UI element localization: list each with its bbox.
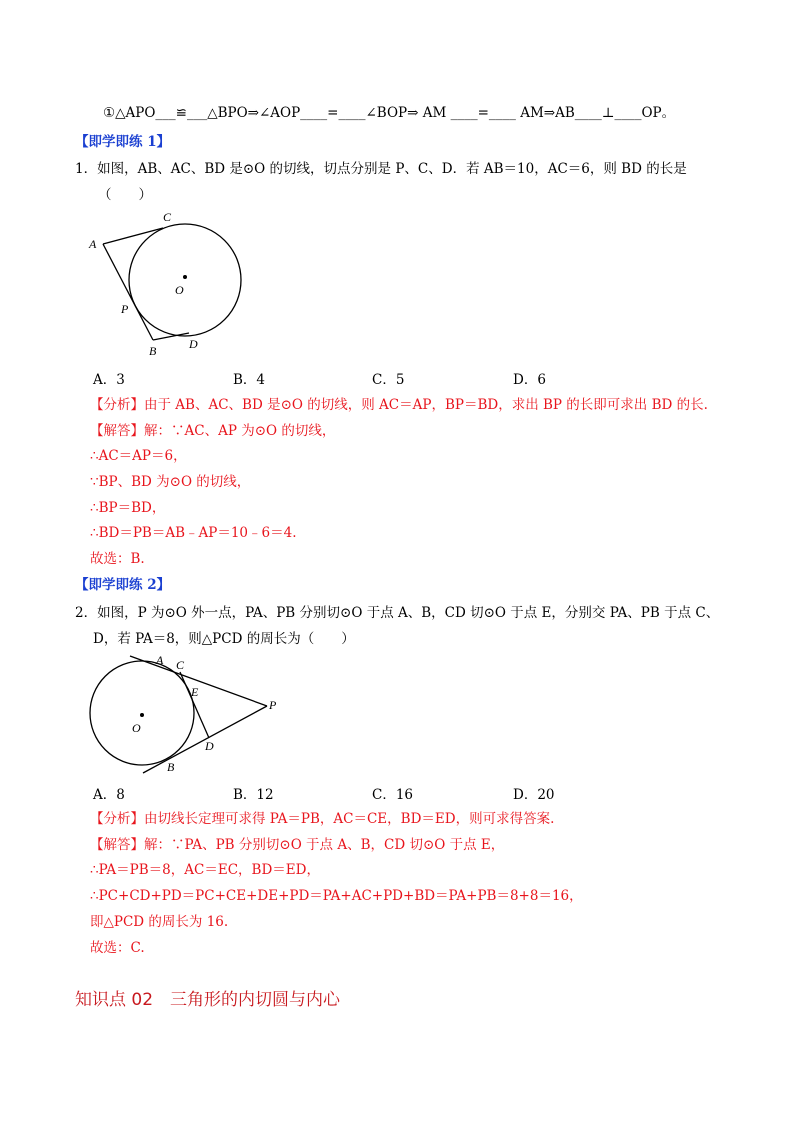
- q1-figure: [85, 205, 260, 355]
- q1-text-line1: 1．如图，AB、AC、BD 是⊙O 的切线，切点分别是 P、C、D．若 AB＝10，AC＝6，则 BD 的长是: [75, 161, 687, 177]
- q1-solution-6: 故选：B.: [90, 551, 145, 567]
- q2-label-D: D: [205, 739, 214, 753]
- q1-label-O: O: [175, 283, 184, 297]
- q1-label-C: C: [163, 210, 172, 224]
- q2-segment-CD: [180, 672, 209, 738]
- q2-analysis: 【分析】由切线长定理可求得 PA＝PB，AC＝CE，BD＝ED，则可求得答案.: [90, 811, 555, 827]
- q1-center-dot: [183, 275, 187, 279]
- q2-option-c: C．16: [372, 787, 414, 803]
- q2-option-a: A．8: [93, 787, 125, 803]
- q2-tangent-PA: [130, 656, 267, 706]
- q2-text-line1: 2．如图，P 为⊙O 外一点，PA、PB 分别切⊙O 于点 A、B，CD 切⊙O 于点 E，分别交 PA、PB 于点 C、: [75, 605, 720, 621]
- intro-line: ①△APO___≌___△BPO⇒∠AOP____=____∠BOP⇒ AM ____=____ AM⇒AB____⊥____OP。: [103, 105, 676, 121]
- q1-label-A: A: [89, 237, 97, 251]
- practice-heading-2: 【即学即练 2】: [75, 577, 171, 593]
- q2-solution-2: ∴PA＝PB＝8，AC＝EC，BD＝ED，: [90, 862, 320, 878]
- q2-center-dot: [140, 713, 144, 717]
- q1-segment-AC: [103, 228, 163, 244]
- q2-text-line2: D，若 PA＝8，则△PCD 的周长为（ ）: [93, 631, 355, 647]
- q2-option-d: D．20: [513, 787, 555, 803]
- q2-solution-1: 【解答】解：∵PA、PB 分别切⊙O 于点 A、B，CD 切⊙O 于点 E，: [90, 837, 505, 853]
- q2-solution-5: 故选：C.: [90, 940, 145, 956]
- q2-solution-3: ∴PC+CD+PD＝PC+CE+DE+PD＝PA+AC+PD+BD＝PA+PB＝8+8＝16，: [90, 888, 583, 904]
- q1-analysis: 【分析】由于 AB、AC、BD 是⊙O 的切线，则 AC＝AP，BP＝BD，求出 BP 的长即可求出 BD 的长.: [90, 397, 708, 413]
- q2-label-E: E: [191, 685, 199, 699]
- q2-label-P: P: [269, 698, 277, 712]
- practice-heading-1: 【即学即练 1】: [75, 134, 171, 150]
- q2-solution-4: 即△PCD 的周长为 16.: [90, 914, 229, 930]
- q2-option-b: B．12: [233, 787, 274, 803]
- q1-label-P: P: [121, 302, 129, 316]
- q1-option-b: B．4: [233, 372, 266, 388]
- q1-solution-4: ∴BP＝BD，: [90, 500, 166, 516]
- q1-segment-AB: [103, 244, 153, 340]
- q1-label-B: B: [149, 344, 157, 355]
- q1-solution-3: ∵BP、BD 为⊙O 的切线，: [90, 474, 251, 490]
- q2-label-O: O: [132, 721, 141, 735]
- q2-label-C: C: [176, 658, 185, 672]
- q1-label-D: D: [189, 337, 198, 351]
- section-heading: 知识点 02 三角形的内切圆与内心: [75, 990, 341, 1010]
- q1-solution-1: 【解答】解：∵AC、AP 为⊙O 的切线，: [90, 423, 336, 439]
- q1-text-line2: （ ）: [98, 187, 152, 203]
- q2-label-A: A: [156, 653, 164, 667]
- q2-label-B: B: [167, 760, 175, 774]
- q1-option-c: C．5: [372, 372, 405, 388]
- q1-circle: [129, 224, 241, 336]
- q1-solution-2: ∴AC＝AP＝6，: [90, 448, 187, 464]
- q2-figure: [85, 650, 290, 775]
- q1-option-d: D．6: [513, 372, 546, 388]
- q1-solution-5: ∴BD＝PB＝AB﹣AP＝10﹣6＝4.: [90, 525, 297, 541]
- q1-option-a: A．3: [93, 372, 125, 388]
